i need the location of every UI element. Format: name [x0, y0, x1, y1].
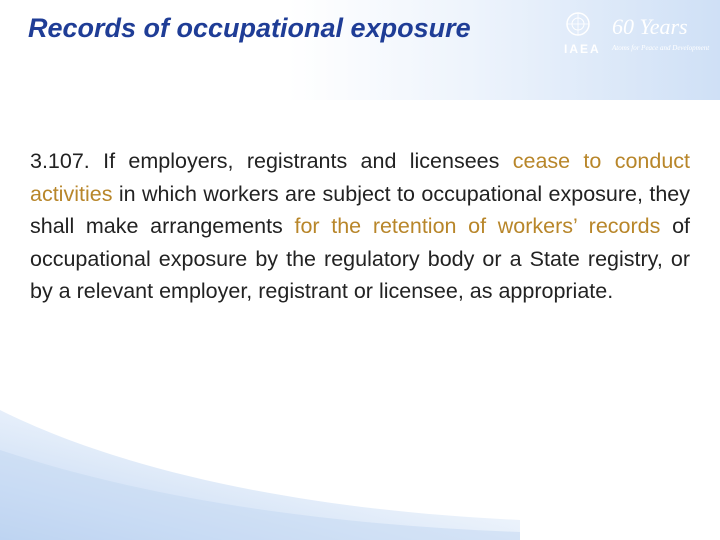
logo-anniversary: 60 Years	[612, 14, 688, 39]
un-emblem-icon	[564, 10, 592, 38]
paragraph-segment: in which workers are subject to occupational exposure, they shall make arrangements	[30, 181, 690, 238]
paragraph-segment: of occupational exposure by the regulatory body or a State registry, or by a relevant employer, registrant or licensee, as appropriate.	[30, 214, 690, 303]
iaea-60-years-logo	[560, 8, 710, 60]
paragraph-highlight: cease to conduct activities	[30, 149, 690, 206]
paragraph-highlight: for the retention of workers’ records	[294, 214, 661, 238]
corner-wave-decoration	[0, 410, 520, 540]
logo-tagline: Atoms for Peace and Development	[612, 44, 710, 52]
paragraph-segment: 3.107. If employers, registrants and licensees	[30, 149, 513, 173]
body-paragraph	[30, 145, 690, 308]
logo-org-name: IAEA	[564, 42, 601, 56]
slide-title: Records of occupational exposure	[28, 13, 471, 43]
